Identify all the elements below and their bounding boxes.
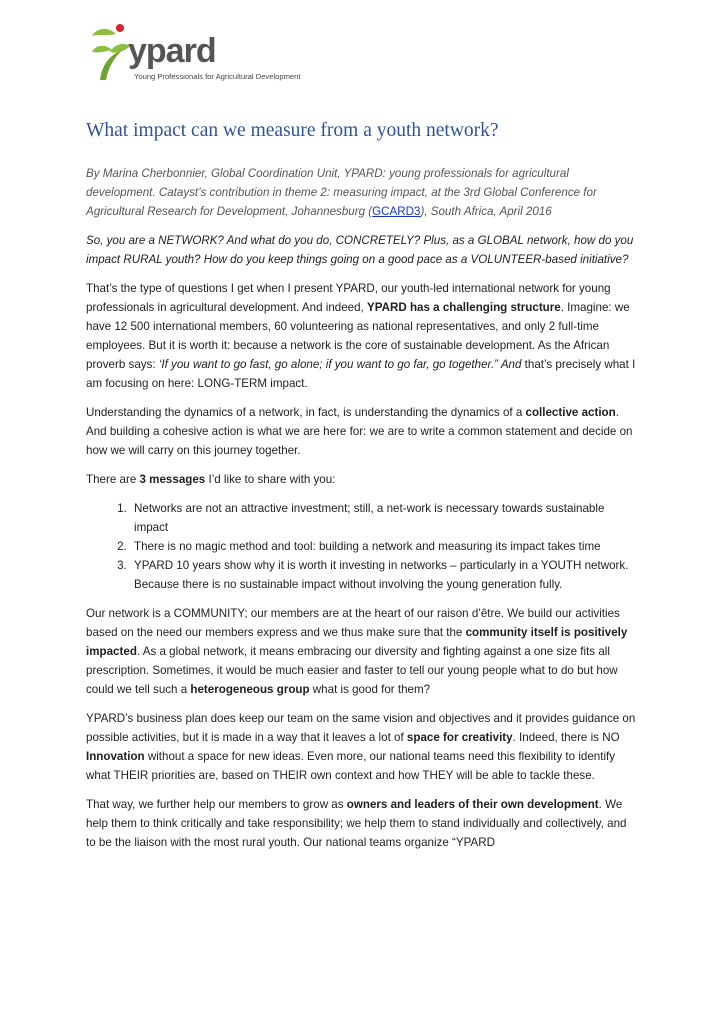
bold-run: Innovation [86,750,145,763]
text-run: I’d like to share with you: [205,473,336,486]
bold-run: collective action [525,406,616,419]
sprout-logo-icon [86,22,134,86]
paragraph-messages-intro [86,470,636,489]
messages-list [86,499,636,594]
text-run: . As a global network, it means embracing our diversity and fighting against a one size fits all prescription. Sometimes, it would be much easier and faster to tell our young people what to do but how could we tell such a [86,645,618,696]
bold-run: 3 messages [139,473,206,486]
italic-run: ‘If you want to go fast, go alone; if you want to go far, go together.” And [158,358,522,371]
gcard3-link[interactable]: GCARD3 [372,205,421,218]
document-body [86,164,636,862]
paragraph-community [86,604,636,699]
list-item: 1. Networks are not an attractive investment; still, a net-work is necessary towards sustainable impact [130,499,636,537]
text-run: . Indeed, there is NO [512,731,620,744]
text-run: YPARD’s business plan does keep our team on the same vision and objectives and it provides guidance on possible activities, but it is made in a way that it leaves a lot of [86,712,636,744]
text-run: what is good for them? [309,683,431,696]
paragraph-collective-action [86,403,636,460]
byline [86,164,636,221]
text-run: that’s precisely what I am focusing on here: LONG-TERM impact. [86,358,636,390]
logo-wordmark: ypard [128,32,216,70]
bold-run: heterogeneous group [190,683,310,696]
intro-paragraph: So, you are a NETWORK? And what do you do, CONCRETELY? Plus, as a GLOBAL network, how do you impact RURAL youth? How do you keep things going on a good pace as a VOLUNTEER-based initiative? [86,234,634,266]
document-title: What impact can we measure from a youth network? [86,120,499,141]
list-item: 3. YPARD 10 years show why it is worth it investing in networks – particularly in a YOUTH network. Because there is no sustainable impact without involving the young generation fully. [130,556,636,594]
bold-run: YPARD has a challenging structure [367,301,561,314]
text-run: . Imagine: we have 12 500 international members, 60 volunteering as national representatives, and only 2 full-time employees. But it is worth it: because a network is the core of sustainable development. As the African proverb says: [86,301,630,371]
bold-run: community itself is positively impacted [86,626,628,658]
paragraph-business-plan [86,709,636,785]
paragraph-structure [86,279,636,393]
text-run: . And building a cohesive action is what we are here for: we are to write a common statement and decide on how we will carry on this journey together. [86,406,633,457]
bold-run: owners and leaders of their own development [346,798,599,811]
text-run: That’s the type of questions I get when I present YPARD, our youth-led international network for young professionals in agricultural development. And indeed, [86,282,611,314]
text-run: without a space for new ideas. Even more, our national teams need this flexibility to identify what THEIR priorities are, based on THEIR own context and how THEY will be able to tackle these. [86,750,616,782]
logo-tagline: Young Professionals for Agricultural Development [134,72,301,81]
bold-run: space for creativity [406,731,513,744]
text-run: Our network is a COMMUNITY; our members are at the heart of our raison d’être. We build our activities based on the need our members express and we thus make sure that the [86,607,620,639]
byline-text: By Marina Cherbonnier, Global Coordination Unit, YPARD: young professionals for agricultural development. Catayst’s contribution in theme 2: measuring impact, at the 3rd Global Conference for Agricultural Research for Development, Johannesburg ( [86,167,597,218]
text-run: There are [86,473,140,486]
list-item: 2. There is no magic method and tool: building a network and measuring its impact takes time [130,537,636,556]
text-run: That way, we further help our members to grow as [86,798,347,811]
text-run: Understanding the dynamics of a network, in fact, is understanding the dynamics of a [86,406,526,419]
byline-text-end: ), South Africa, April 2016 [420,205,552,218]
ypard-logo [86,22,316,86]
text-run: . We help them to think critically and take responsibility; we help them to stand individually and collectively, and to be the liaison with the most rural youth. Our national teams organize “YPARD [86,798,627,849]
paragraph-ownership [86,795,636,852]
